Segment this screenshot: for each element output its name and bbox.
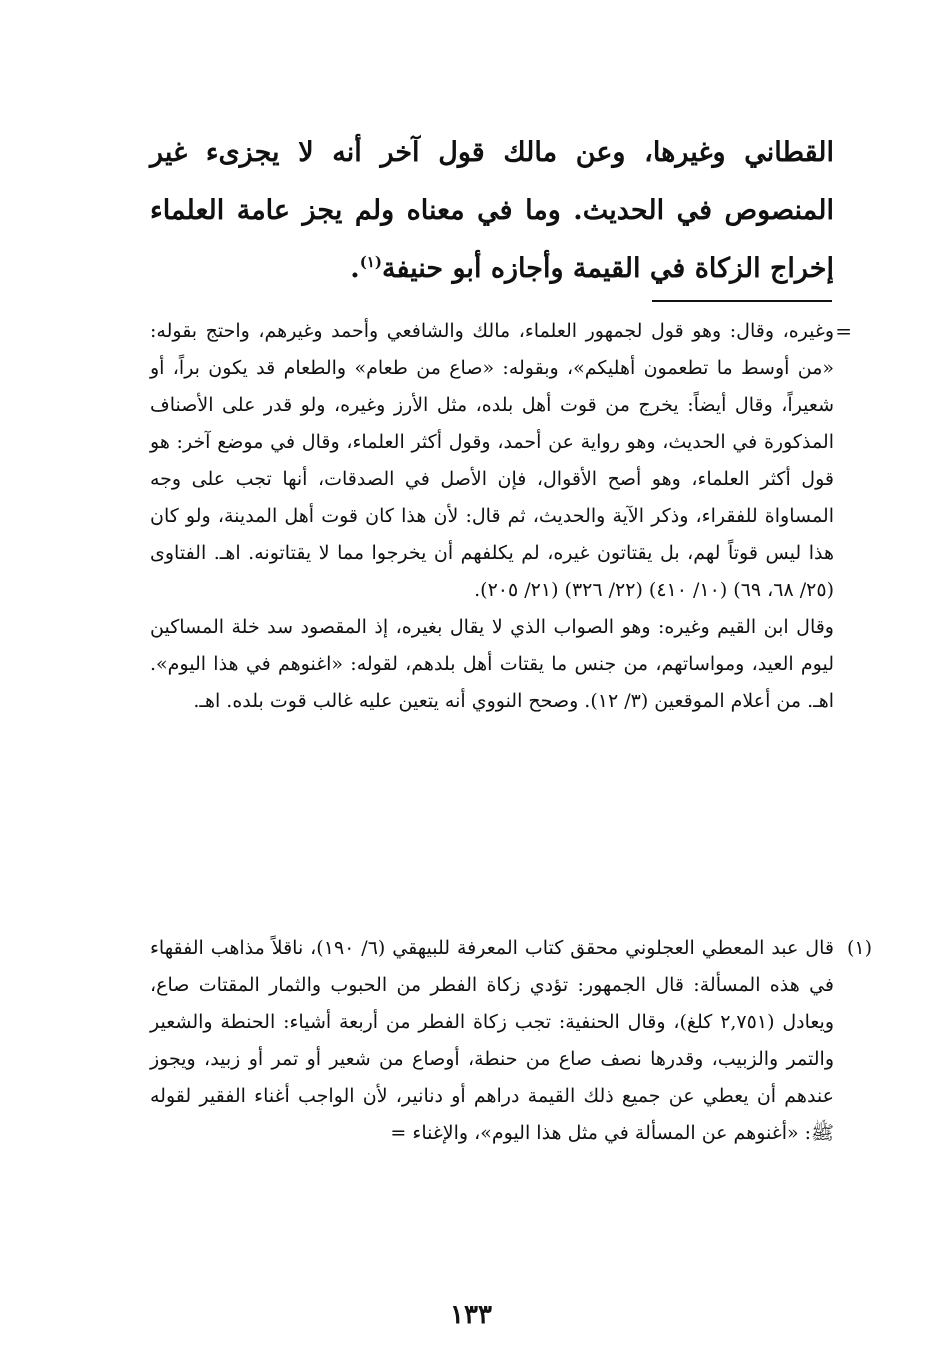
footnote-number: (١) — [846, 937, 872, 959]
footnote-text: قال عبد المعطي العجلوني محقق كتاب المعرفة للبيهقي (٦/ ١٩٠)، ناقلاً مذاهب الفقهاء في هذه المسألة: قال الجمهور: تؤدي زكاة الفطر من الحبوب والثمار المقتات صاع، ويعادل (٢,٧٥١ كلغ)، وقال الحنفية: تجب زكاة الفطر من أربعة أشياء: الحنطة والشعير والتمر والزبيب، وقدرها نصف صاع من حنطة، أوصاع من شعير أو تمر أو زبيد، ويجوز عندهم أن يعطي عن جميع ذلك القيمة دراهم أو دنانير، لأن الواجب أغناء الفقير لقوله ﷺ: «أغنوهم عن المسألة في مثل هذا اليوم»، والإغناء — [150, 937, 834, 1144]
footnote-paragraph: وقال ابن القيم وغيره: وهو الصواب الذي لا يقال بغيره، إذ المقصود سد خلة المساكين ليوم العيد، ومواساتهم، من جنس ما يقتات أهل بلدهم، لقوله: «اغنوهم في هذا اليوم». اهـ. من أعلام الموقعين (٣/ ١٢). وصحح النووي أنه يتعين عليه غالب قوت بلده. اهـ. — [150, 616, 834, 712]
continuation-marker: = — [835, 319, 852, 343]
page-number: ١٣٣ — [450, 1300, 492, 1330]
main-text-block — [150, 124, 834, 298]
footnote-separator — [652, 300, 832, 302]
footnote-continues-marker: = — [390, 1122, 407, 1144]
footnote-reference: (١) — [359, 253, 382, 271]
main-paragraph: القطاني وغيرها، وعن مالك قول آخر أنه لا يجزىء غير المنصوص في الحديث. وما في معناه ولم يجز عامة العلماء إخراج الزكاة في القيمة وأجازه أبو حنيفة — [150, 137, 834, 284]
footnote-paragraph: وغيره، وقال: وهو قول لجمهور العلماء، مالك والشافعي وأحمد وغيرهم، واحتج بقوله: «من أوسط ما تطعمون أهليكم»، وبقوله: «صاع من طعام» والطعام قد يكون براً، أو شعيراً، وقال أيضاً: يخرج من قوت أهل بلده، مثل الأرز وغيره، ولو قدر على الأصناف المذكورة في الحديث، وهو رواية عن أحمد، وقول أكثر العلماء، وقال في موضع آخر: هو قول أكثر العلماء، وهو أصح الأقوال، فإن الأصل في الصدقات، أنها تجب على وجه المساواة للفقراء، وذكر الآية والحديث، ثم قال: لأن هذا كان قوت أهل المدينة، ولو كان هذا ليس قوتاً لهم، بل يقتاتون غيره، لم يكلفهم أن يخرجوا مما لا يقتاتونه. اهـ. الفتاوى (٢٥/ ٦٨، ٦٩) (١٠/ ٤١٠) (٢٢/ ٣٢٦) (٢١/ ٢٠٥). — [150, 320, 834, 601]
footnote-1 — [150, 930, 872, 1152]
footnote-continuation — [150, 313, 852, 720]
main-end-punctuation: . — [350, 253, 360, 284]
